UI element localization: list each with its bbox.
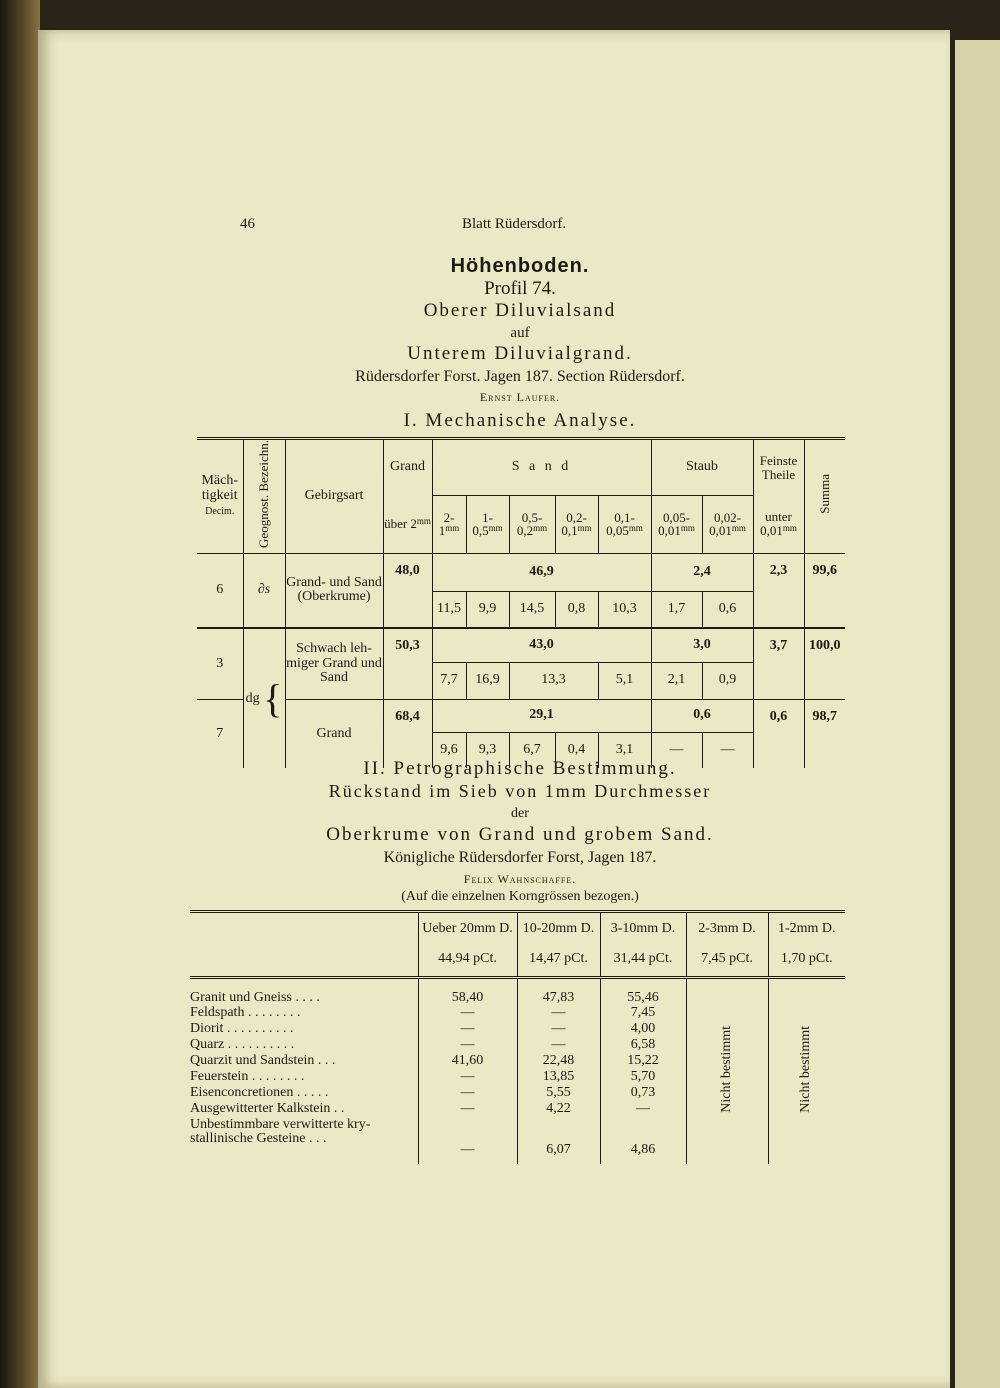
feinste-value: 2,3 [753,553,804,628]
table-cell: Feldspath . . . . . . . . [190,1005,301,1021]
table-cell: 4,00 [600,1022,686,1038]
col-geognost: Geognost. Bezeichn. [256,440,272,548]
col-header: 2-3mm D. 7,45 pCt. [686,912,768,978]
line1: Oberer Diluvialsand [423,300,617,321]
location: Rüdersdorfer Forst. Jagen 187. Section Rüdersdorf. [355,368,685,385]
sand-part: 0,4 [555,732,598,768]
col-feinste: Feinste Theile [753,439,804,496]
maechtigkeit: 3 [197,628,243,699]
table-cell [190,912,418,978]
table-cell: 41,60 [418,1054,517,1070]
grand-value: 68,4 [383,699,432,768]
col-feinste-sub: unter $0,01^{mm}$ [753,495,804,553]
maechtigkeit: 7 [216,725,224,741]
staub-part: 2,1 [651,662,702,699]
table-cell: — [517,1006,600,1022]
col-header: 10-20mm D. 14,47 pCt. [517,912,600,978]
col-grand-sub: über $2^{mm}$ [383,495,432,553]
sand-total: 46,9 [432,553,651,591]
table-cell: — [517,1038,600,1054]
not-determined: Nicht bestimmt [798,1025,814,1113]
staub-total: 3,0 [651,628,753,662]
sand-part: 11,5 [432,591,466,628]
col-maechtigkeit: Mäch-tigkeit [201,473,239,503]
col-decim: Decim. [205,505,235,517]
line2: auf [510,325,530,341]
mechanical-analysis-table [197,437,845,768]
table-cell: 6,07 [517,1118,600,1164]
table-cell [804,439,845,554]
petrographic-table [190,910,845,1164]
col-header: 1-2mm D. 1,70 pCt. [768,912,845,978]
sand-part: 14,5 [509,591,555,628]
table-cell [243,439,285,554]
table-cell: Quarz . . . . . . . . . . [190,1037,295,1053]
col-sand: S a n d [432,439,651,496]
staub-part: 0,6 [702,591,753,628]
staub-part: 1,7 [651,591,702,628]
sub-header: 0,5- $0,2^{mm}$ [509,495,555,553]
table-cell: Granit und Gneiss . . . . [190,989,320,1005]
section-title: I. Mechanische Analyse. [403,410,637,431]
sand-part: 13,3 [509,662,598,699]
staub-part: — [651,732,702,768]
table-cell: Unbestimmbare verwitterte kry-stallinische Gesteine . . . [190,1116,371,1147]
table-cell: 4,22 [517,1102,600,1118]
table-cell: — [418,1006,517,1022]
geognost: dg { [243,628,285,768]
sub-header: 1- $0,5^{mm}$ [466,495,509,553]
summa-value: 98,7 [804,699,845,768]
table-cell: 47,83 [517,978,600,1006]
sand-part: 9,6 [432,732,466,768]
s2-line1: Rückstand im Sieb von 1mm Durchmesser [328,781,712,801]
author: Ernst Laufer. [479,390,561,404]
section-title: II. Petrographische Bestimmung. [363,758,677,779]
col-grand: Grand [383,439,432,496]
staub-total: 0,6 [651,699,753,732]
feinste-value: 0,6 [753,699,804,768]
page-number: 46 [240,216,255,232]
not-determined: Nicht bestimmt [718,1025,734,1113]
table-row [197,628,845,662]
sub-header: 0,02- $0,01^{mm}$ [702,495,753,553]
table-cell: 13,85 [517,1070,600,1086]
table-cell: — [600,1102,686,1118]
table-cell: Feuerstein . . . . . . . . [190,1069,305,1085]
feinste-value: 3,7 [753,628,804,699]
s2-line2: der [511,806,529,821]
sand-part: 9,3 [466,732,509,768]
table-cell [768,978,845,1164]
table-cell: 15,22 [600,1054,686,1070]
table-cell: — [418,1086,517,1102]
table-cell [197,439,243,554]
table-cell: Eisenconcretionen . . . . . [190,1085,329,1101]
col-header: 3-10mm D. 31,44 pCt. [600,912,686,978]
staub-part: — [702,732,753,768]
table-cell: 5,55 [517,1086,600,1102]
s2-note: (Auf die einzelnen Korngrössen bezogen.) [401,889,639,904]
sand-total: 43,0 [432,628,651,662]
next-page-edge [955,40,1000,1388]
table-cell: 5,70 [600,1070,686,1086]
gebirgsart: Schwach leh-miger Grand und Sand [285,628,383,699]
profil: Profil 74. [484,278,556,299]
table-cell: Ausgewitterter Kalkstein . . [190,1101,345,1117]
gebirgsart: Grand [285,699,383,768]
sand-part: 9,9 [466,591,509,628]
sub-header: 0,2- $0,1^{mm}$ [555,495,598,553]
table-cell: Diorit . . . . . . . . . . [190,1021,294,1037]
table-row [197,553,845,591]
sand-part: 10,3 [598,591,651,628]
table-cell: 58,40 [418,978,517,1006]
table-row [197,699,845,732]
running-head: Blatt Rüdersdorf. [462,216,567,232]
table-cell: — [418,1102,517,1118]
col-summa: Summa [816,474,832,514]
table-cell: — [418,1070,517,1086]
table-cell: — [418,1022,517,1038]
table-cell [686,978,768,1164]
table-cell: — [517,1022,600,1038]
line3: Unterem Diluvialgrand. [407,343,633,364]
table-row [190,978,845,1006]
sand-part: 5,1 [598,662,651,699]
summa-value: 100,0 [804,628,845,699]
gebirgsart: Grand- und Sand (Oberkrume) [285,553,383,628]
s2-location: Königliche Rüdersdorfer Forst, Jagen 187. [383,849,657,866]
staub-part: 0,9 [702,662,753,699]
table-cell: 0,73 [600,1086,686,1102]
s2-line3: Oberkrume von Grand und grobem Sand. [326,824,714,845]
maechtigkeit: 6 [197,553,243,628]
author: Felix Wahnschaffe. [463,872,577,886]
grand-value: 48,0 [383,553,432,628]
sand-part: 3,1 [598,732,651,768]
geognost: ∂s [243,553,285,628]
heading: Höhenboden. [450,255,590,277]
sub-header: 0,05- $0,01^{mm}$ [651,495,702,553]
col-staub: Staub [651,439,753,496]
summa-value: 99,6 [804,553,845,628]
sub-header: 2- $1^{mm}$ [432,495,466,553]
sand-part: 6,7 [509,732,555,768]
table-cell: — [418,1038,517,1054]
col-gebirgsart: Gebirgsart [285,439,383,554]
table-cell: 7,45 [600,1006,686,1022]
sand-part: 16,9 [466,662,509,699]
sub-header: 0,1- $0,05^{mm}$ [598,495,651,553]
table-cell: — [418,1118,517,1164]
sand-total: 29,1 [432,699,651,732]
sand-part: 0,8 [555,591,598,628]
staub-total: 2,4 [651,553,753,591]
table-cell: 22,48 [517,1054,600,1070]
table-cell: Quarzit und Sandstein . . . [190,1053,336,1069]
table-cell: 4,86 [600,1118,686,1164]
table-cell: 55,46 [600,978,686,1006]
sand-part: 7,7 [432,662,466,699]
col-header: Ueber 20mm D. 44,94 pCt. [418,912,517,978]
table-cell: 6,58 [600,1038,686,1054]
brace-icon: { [263,675,283,721]
grand-value: 50,3 [383,628,432,699]
book-binding [0,0,40,1388]
